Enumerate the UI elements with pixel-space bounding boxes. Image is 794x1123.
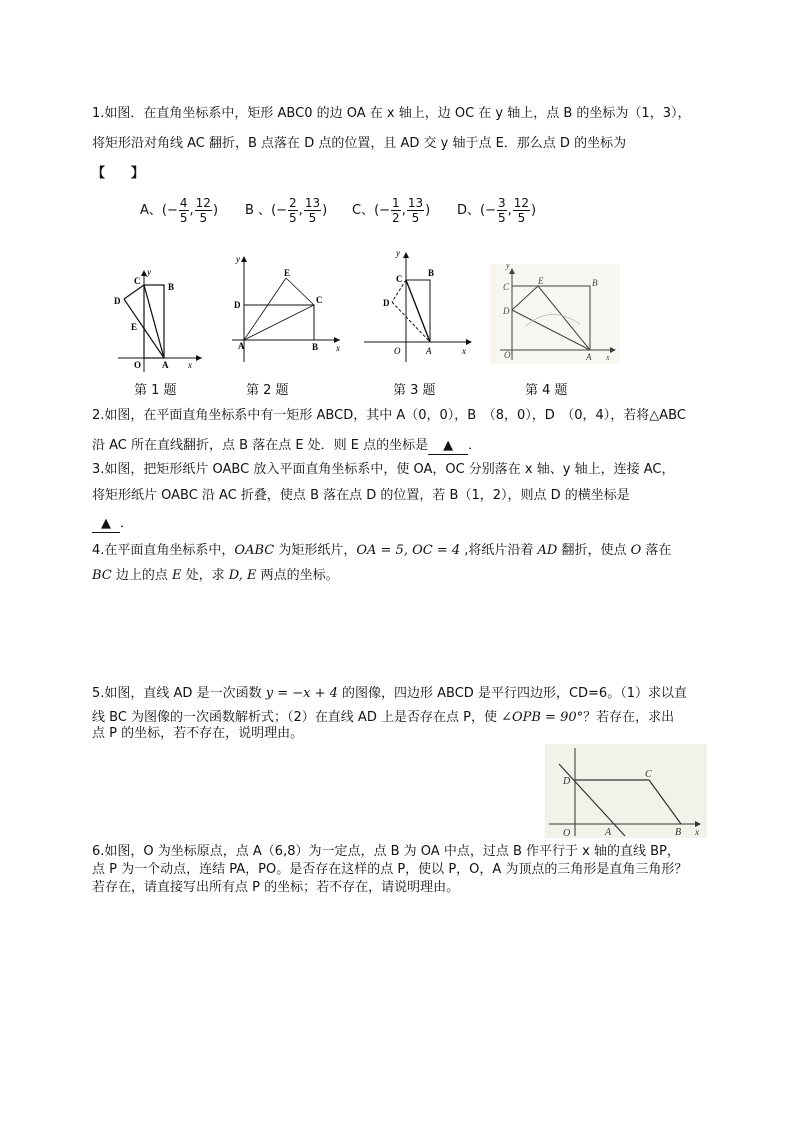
f4-label-x: x — [606, 353, 610, 362]
f1-label-e: E — [131, 322, 138, 332]
f2-label-y: y — [236, 254, 240, 264]
q1-option-a: A、(− $\frac{4}{5}$ , $\frac{12}{5}$ ) — [140, 196, 219, 225]
f5-label-d: D — [563, 776, 571, 787]
figure-2-caption: 第 2 题 — [246, 383, 289, 398]
figure-4-caption: 第 4 题 — [525, 383, 568, 398]
f1-label-y: y — [147, 267, 151, 277]
f2-label-b: B — [312, 342, 319, 352]
figure-1 — [110, 262, 210, 374]
q5-line3: 点 P 的坐标，若不存在，说明理由。 — [92, 726, 304, 741]
f3-label-x: x — [462, 346, 466, 356]
figure-5 — [545, 744, 707, 838]
figure-4 — [490, 264, 620, 364]
f5-label-x: x — [695, 827, 699, 837]
f4-label-y: y — [506, 264, 510, 270]
q5-line1: 5.如图，直线 AD 是一次函数 y = −x + 4 的图像，四边形 ABCD 是平行四边形，CD=6。（1）求以直 — [92, 686, 687, 701]
q1-option-b: B 、(− $\frac{2}{5}$ , $\frac{13}{5}$ ) — [245, 196, 328, 225]
f5-label-o: O — [563, 828, 571, 838]
f3-label-a: A — [426, 346, 432, 356]
q3-answer-blank[interactable]: ▲ — [92, 516, 120, 533]
f5-label-b: B — [675, 827, 682, 838]
f1-label-x: x — [188, 360, 192, 370]
f1-label-d: D — [114, 296, 121, 306]
f3-label-y: y — [396, 248, 400, 258]
f2-label-e: E — [284, 268, 291, 278]
f4-label-e: E — [538, 276, 544, 286]
q2-answer-blank[interactable]: ▲ — [428, 438, 468, 455]
q6-line1: 6.如图，O 为坐标原点，点 A（6,8）为一定点，点 B 为 OA 中点，过点 B 作平行于 x 轴的直线 BP， — [92, 844, 680, 859]
q6-line3: 若存在，请直接写出所有点 P 的坐标；若不存在，请说明理由。 — [92, 880, 460, 895]
f2-label-x: x — [336, 343, 340, 353]
f1-label-o: O — [134, 360, 142, 370]
figure-1-caption: 第 1 题 — [134, 383, 177, 398]
f1-label-a: A — [162, 360, 169, 370]
q3-line3: ▲ ． — [92, 511, 710, 537]
f2-label-a: A — [238, 341, 245, 351]
f4-label-b: B — [592, 278, 598, 288]
q6-line2: 点 P 为一个动点，连结 PA，PO。是否存在这样的点 P，使以 P，O，A 为顶点的三角形是直角三角形？ — [92, 862, 688, 877]
figure-3-caption: 第 3 题 — [393, 383, 436, 398]
q3-line1: 3.如图，把矩形纸片 OABC 放入平面直角坐标系中，使 OA，OC 分别落在 x 轴、y 轴上，连接 AC， — [92, 462, 675, 477]
q1-option-d: D、(− $\frac{3}{5}$ , $\frac{12}{5}$ ) — [457, 196, 537, 225]
f1-label-c: C — [134, 276, 141, 286]
f1-label-b: B — [168, 282, 175, 292]
f3-label-c: C — [396, 274, 403, 284]
q5-line2: 线 BC 为图像的一次函数解析式；（2）在直线 AD 上是否存在点 P，使 ∠OPB = 90°？若存在，求出 — [92, 710, 675, 725]
f4-label-d: D — [503, 306, 510, 316]
figure-2 — [228, 250, 348, 370]
q1-option-c: C、(− $\frac{1}{2}$ , $\frac{13}{5}$ ) — [352, 196, 431, 225]
q2-line1: 2.如图，在平面直角坐标系中有一矩形 ABCD，其中 A（0，0），B （8，0），D （0，4），若将△ABC — [92, 408, 686, 423]
q4-line1: 4.在平面直角坐标系中，OABC 为矩形纸片，OA = 5, OC = 4 ,将纸片沿着 AD 翻折，使点 O 落在 — [92, 543, 672, 558]
f2-label-d: D — [234, 300, 241, 310]
f4-label-a: A — [586, 352, 592, 362]
f4-label-o: O — [504, 350, 511, 360]
f2-label-c: C — [316, 295, 323, 305]
q2-line2: 沿 AC 所在直线翻折，点 B 落在点 E 处．则 E 点的坐标是 ▲ ． — [92, 438, 482, 453]
f5-label-c: C — [645, 769, 652, 780]
f3-label-o: O — [394, 346, 401, 356]
f3-label-b: B — [428, 268, 435, 278]
f4-label-c: C — [503, 282, 510, 292]
q3-line2: 将矩形纸片 OABC 沿 AC 折叠，使点 B 落在点 D 的位置，若 B（1，2），则点 D 的横坐标是 — [92, 488, 630, 503]
q1-bracket: 【 】 — [92, 166, 145, 181]
q1-line1: 1.如图．在直角坐标系中，矩形 ABC0 的边 OA 在 x 轴上，边 OC 在 y 轴上，点 B 的坐标为（1，3）， — [92, 106, 691, 121]
q1-line2: 将矩形沿对角线 AC 翻折，B 点落在 D 点的位置，且 AD 交 y 轴于点 E．那么点 D 的坐标为 — [92, 136, 627, 151]
figure-3 — [362, 244, 478, 366]
f3-label-d: D — [383, 298, 390, 308]
f5-label-a: A — [605, 827, 612, 838]
q4-line2: BC 边上的点 E 处，求 D, E 两点的坐标。 — [92, 568, 339, 583]
